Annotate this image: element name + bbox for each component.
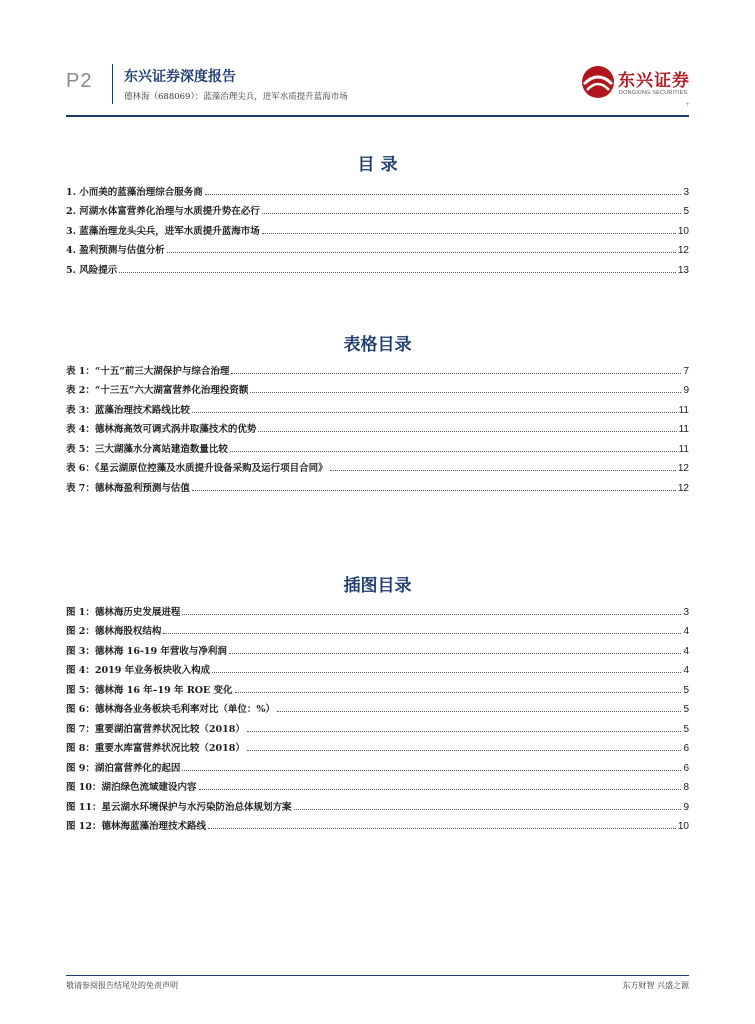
dot-leader	[262, 233, 676, 234]
table-list-title: 表格目录	[343, 335, 412, 355]
entry-label: 2. 河湖水体富营养化治理与水质提升势在必行	[66, 206, 260, 217]
entry-page-number: 5	[683, 206, 689, 217]
dot-leader	[229, 653, 682, 654]
entry-page-number: 6	[683, 743, 689, 754]
toc-entry[interactable]	[66, 676, 689, 696]
dot-leader	[205, 194, 682, 195]
dot-leader	[192, 412, 677, 413]
entry-page-number: 5	[683, 684, 689, 696]
figure-list-title: 插图目录	[343, 576, 412, 596]
toc-entry[interactable]	[66, 715, 689, 735]
report-subtitle: 德林海（688069）：蓝藻治理尖兵，进军水质提升蓝海市场	[124, 92, 348, 102]
header-rule	[66, 115, 689, 117]
toc-entry[interactable]	[66, 237, 689, 257]
entry-label: 表 3：蓝藻治理技术路线比较	[66, 404, 190, 416]
dot-leader	[208, 828, 676, 829]
toc-entry[interactable]	[66, 735, 689, 755]
entry-page-number: 11	[678, 443, 689, 455]
toc-entry[interactable]	[66, 813, 689, 833]
entry-page-number: 13	[677, 264, 689, 276]
page-header	[0, 0, 755, 118]
dot-leader	[294, 809, 682, 810]
disclaimer-note: 敬请参阅报告结尾处的免责声明	[66, 981, 178, 990]
entry-label: 图 9：湖泊富营养化的起因	[66, 762, 181, 774]
toc-entry[interactable]	[66, 217, 689, 237]
entry-label: 表 5：三大湖藻水分离站建造数量比较	[66, 443, 228, 455]
entry-label: 图 1：德林海历史发展进程	[66, 606, 181, 618]
entry-page-number: 9	[683, 801, 689, 813]
toc-entry[interactable]	[66, 178, 689, 198]
entry-page-number: 7	[683, 365, 689, 377]
toc-entry[interactable]	[66, 396, 689, 416]
dot-leader	[199, 789, 682, 790]
toc-entry[interactable]	[66, 416, 689, 436]
toc-title: 目 录	[357, 155, 398, 175]
dot-leader	[182, 614, 681, 615]
dot-leader	[182, 770, 681, 771]
dot-leader	[119, 272, 676, 273]
page-number: P2	[66, 70, 93, 92]
entry-label: 1. 小而美的蓝藻治理综合服务商	[66, 186, 203, 198]
entry-label: 图 5：德林海 16 年–19 年 ROE 变化	[66, 684, 233, 696]
dot-leader	[167, 252, 676, 253]
dot-leader	[262, 213, 682, 214]
toc-entry[interactable]	[66, 377, 689, 397]
entry-page-number: 12	[677, 245, 689, 256]
toc-entry[interactable]	[66, 598, 689, 618]
entry-label: 表 1：“十五”前三大湖保护与综合治理	[66, 365, 230, 377]
entry-label: 图 8：重要水库富营养状况比较（2018）	[66, 743, 245, 754]
entry-label: 图 10：湖泊绿色流域建设内容	[66, 782, 197, 793]
entry-page-number: 9	[683, 385, 689, 396]
toc-entry[interactable]	[66, 455, 689, 475]
logo-text: 东兴证券	[618, 71, 690, 91]
entry-label: 3. 蓝藻治理龙头尖兵，进军水质提升蓝海市场	[66, 225, 260, 237]
toc-entry[interactable]	[66, 696, 689, 716]
toc-entry[interactable]	[66, 256, 689, 276]
dot-leader	[235, 692, 682, 693]
dot-leader	[330, 470, 676, 471]
entry-page-number: 4	[683, 665, 689, 676]
entry-page-number: 11	[678, 424, 689, 435]
entry-label: 表 4：德林海高效可调式涡井取藻技术的优势	[66, 424, 257, 435]
entry-page-number: 12	[677, 482, 689, 494]
toc-entry[interactable]	[66, 637, 689, 657]
dot-leader	[230, 451, 677, 452]
entry-label: 图 4：2019 年业务板块收入构成	[66, 665, 211, 676]
dot-leader	[163, 633, 681, 634]
entry-page-number: 4	[683, 645, 689, 657]
entry-page-number: 5	[683, 723, 689, 735]
entry-page-number: 12	[677, 463, 689, 474]
dot-leader	[258, 431, 676, 432]
entry-page-number: 8	[683, 782, 689, 793]
toc-entry[interactable]	[66, 657, 689, 677]
entry-page-number: 5	[683, 704, 689, 715]
figure-list	[66, 598, 689, 832]
entry-page-number: 11	[678, 404, 689, 416]
entry-label: 图 3：德林海 16-19 年营收与净利润	[66, 645, 227, 657]
entry-label: 表 7：德林海盈利预测与估值	[66, 482, 190, 494]
toc-list	[66, 178, 689, 276]
entry-page-number: 3	[683, 186, 689, 198]
small-mark: +	[685, 101, 691, 108]
toc-entry[interactable]	[66, 774, 689, 794]
table-list	[66, 357, 689, 494]
toc-entry[interactable]	[66, 793, 689, 813]
toc-entry[interactable]	[66, 198, 689, 218]
toc-entry[interactable]	[66, 474, 689, 494]
entry-label: 图 6：德林海各业务板块毛利率对比（单位：%）	[66, 704, 275, 715]
toc-entry[interactable]	[66, 357, 689, 377]
footer-rule	[66, 975, 689, 976]
dot-leader	[247, 731, 682, 732]
entry-page-number: 4	[683, 626, 689, 637]
entry-label: 图 7：重要湖泊富营养状况比较（2018）	[66, 723, 245, 735]
report-type: 东兴证券深度报告	[124, 69, 236, 85]
entry-label: 图 2：德林海股权结构	[66, 626, 162, 637]
dot-leader	[192, 490, 676, 491]
entry-page-number: 3	[683, 606, 689, 618]
toc-entry[interactable]	[66, 618, 689, 638]
entry-page-number: 10	[677, 225, 689, 237]
entry-label: 图 12：德林海蓝藻治理技术路线	[66, 821, 207, 832]
dot-leader	[247, 750, 682, 751]
header-divider	[112, 64, 113, 104]
entry-label: 5. 风险提示	[66, 264, 118, 276]
dot-leader	[212, 672, 681, 673]
logo-english: DONGXING SECURITIES	[619, 90, 688, 96]
entry-label: 4. 盈利预测与估值分析	[66, 245, 165, 256]
entry-page-number: 10	[677, 821, 689, 832]
dot-leader	[250, 392, 681, 393]
dot-leader	[277, 711, 681, 712]
entry-label: 表 6：《星云湖原位控藻及水质提升设备采购及运行项目合同》	[66, 463, 328, 474]
entry-label: 图 11：星云湖水环境保护与水污染防治总体规划方案	[66, 801, 292, 813]
entry-label: 表 2：“十三五”六大湖富营养化治理投资额	[66, 385, 249, 396]
dot-leader	[231, 373, 681, 374]
toc-entry[interactable]	[66, 754, 689, 774]
entry-page-number: 6	[683, 762, 689, 774]
footer-slogan: 东方财智 兴盛之源	[622, 981, 689, 990]
toc-entry[interactable]	[66, 435, 689, 455]
